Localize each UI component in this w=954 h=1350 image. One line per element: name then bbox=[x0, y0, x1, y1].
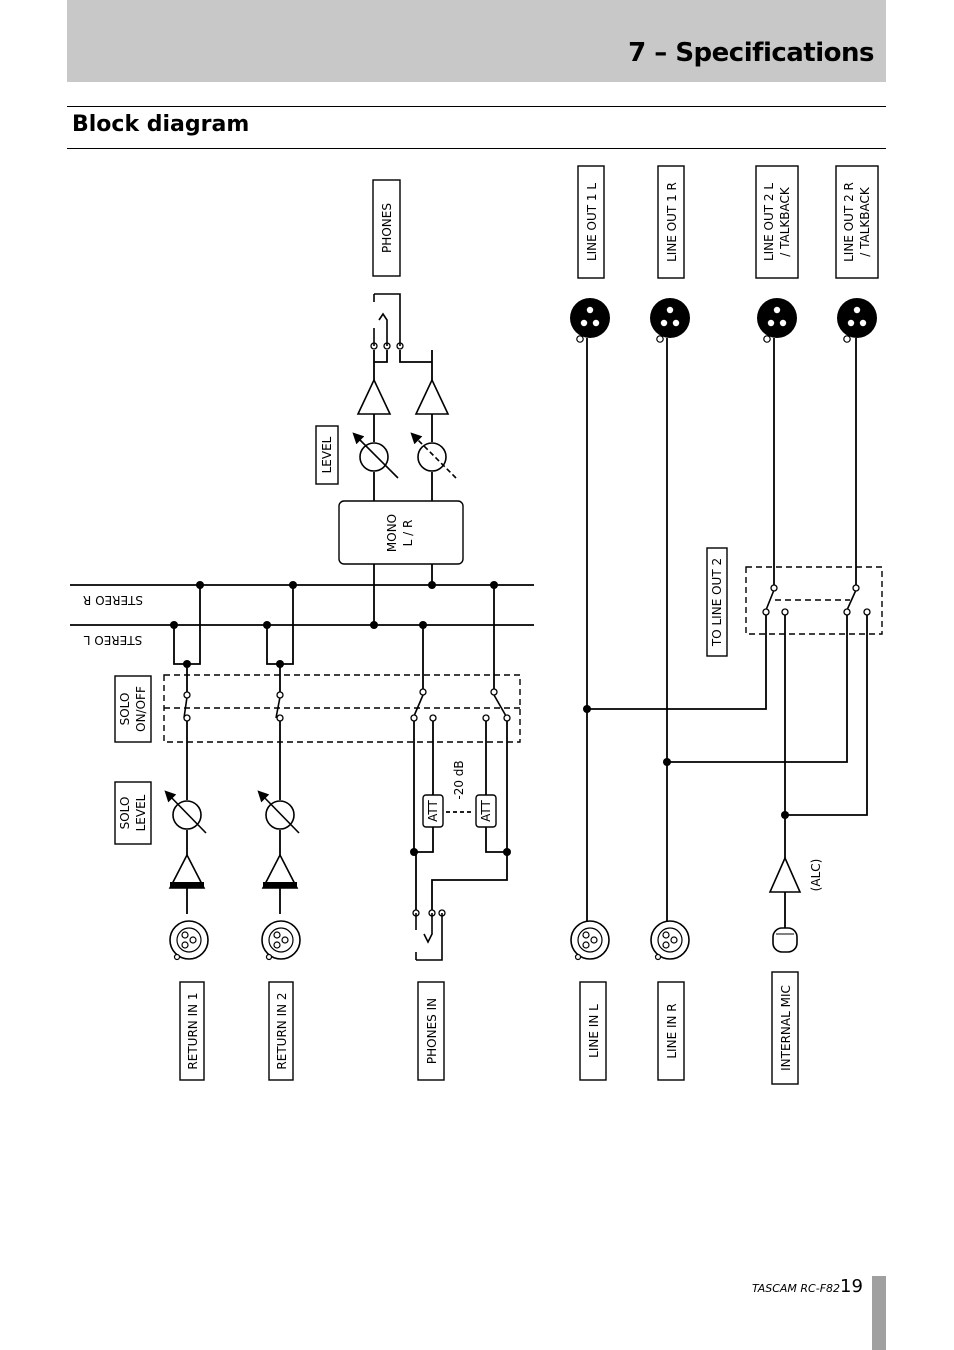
line-in-r-label: LINE IN R bbox=[665, 1003, 679, 1059]
level-pot-r-icon bbox=[418, 443, 446, 471]
mono-label-line2: L / R bbox=[401, 519, 415, 547]
line-out-2-l-label-line2: / TALKBACK bbox=[778, 187, 792, 257]
solo-level-label-line1: SOLO bbox=[118, 796, 132, 830]
line-out-2-r-label-line1: LINE OUT 2 R bbox=[842, 182, 856, 262]
line-out-2-r-xlr-icon bbox=[837, 298, 877, 342]
solo-level-pot-2-icon bbox=[266, 801, 294, 829]
alc-amp-icon bbox=[770, 858, 800, 892]
page-number: 19 bbox=[840, 1276, 863, 1297]
phones-in-jack-icon bbox=[416, 913, 442, 960]
return-in-2-xlr-icon bbox=[262, 921, 300, 960]
return-in-2-label: RETURN IN 2 bbox=[275, 992, 289, 1070]
line-in-r-xlr-icon bbox=[651, 921, 689, 960]
return-in-1-xlr-icon bbox=[170, 921, 208, 960]
section-rule-bottom bbox=[67, 148, 886, 149]
level-pot-l-icon bbox=[360, 443, 388, 471]
line-out-1-l-label: LINE OUT 1 L bbox=[585, 182, 599, 262]
solo-level-label-line2: LEVEL bbox=[134, 794, 148, 832]
att-value-label: -20 dB bbox=[452, 760, 466, 800]
mono-label-line1: MONO bbox=[385, 513, 399, 553]
header-bar bbox=[67, 0, 886, 82]
phones-jack-icon bbox=[374, 294, 400, 346]
to-line-out-2-label: TO LINE OUT 2 bbox=[710, 557, 724, 647]
footer-brand: TASCAM RC-F82 bbox=[752, 1282, 841, 1295]
footer-bar bbox=[872, 1276, 886, 1350]
section-title: Block diagram bbox=[72, 112, 250, 137]
internal-mic-label: INTERNAL MIC bbox=[779, 985, 793, 1071]
line-out-2-r-label-line2: / TALKBACK bbox=[858, 187, 872, 257]
line-in-l-xlr-icon bbox=[571, 921, 609, 960]
line-out-1-r-xlr-icon bbox=[650, 298, 690, 342]
solo-level-pot-1-icon bbox=[173, 801, 201, 829]
phones-amp-r-icon bbox=[416, 380, 448, 414]
solo-onoff-label-line2: ON/OFF bbox=[134, 686, 148, 732]
line-out-2-l-xlr-icon bbox=[757, 298, 797, 342]
line-out-1-l-xlr-icon bbox=[570, 298, 610, 342]
stereo-l-label: STEREO L bbox=[83, 633, 143, 647]
phones-in-label: PHONES IN bbox=[425, 997, 439, 1065]
phones-label: PHONES bbox=[380, 203, 394, 253]
solo-onoff-label-line1: SOLO bbox=[118, 692, 132, 726]
line-in-l-label: LINE IN L bbox=[587, 1004, 601, 1058]
alc-label: (ALC) bbox=[809, 858, 823, 892]
return-in-1-label: RETURN IN 1 bbox=[186, 992, 200, 1070]
att-label-1: ATT bbox=[426, 800, 440, 822]
phones-amp-l-icon bbox=[358, 380, 390, 414]
att-label-2: ATT bbox=[479, 800, 493, 822]
block-diagram bbox=[0, 150, 954, 1100]
level-label: LEVEL bbox=[320, 436, 334, 474]
chapter-title: 7 – Specifications bbox=[628, 38, 874, 68]
line-out-2-l-label-line1: LINE OUT 2 L bbox=[762, 182, 776, 262]
line-out-1-r-label: LINE OUT 1 R bbox=[665, 182, 679, 262]
stereo-r-label: STEREO R bbox=[82, 593, 144, 607]
internal-mic-icon bbox=[773, 928, 797, 952]
section-rule-top bbox=[67, 106, 886, 107]
